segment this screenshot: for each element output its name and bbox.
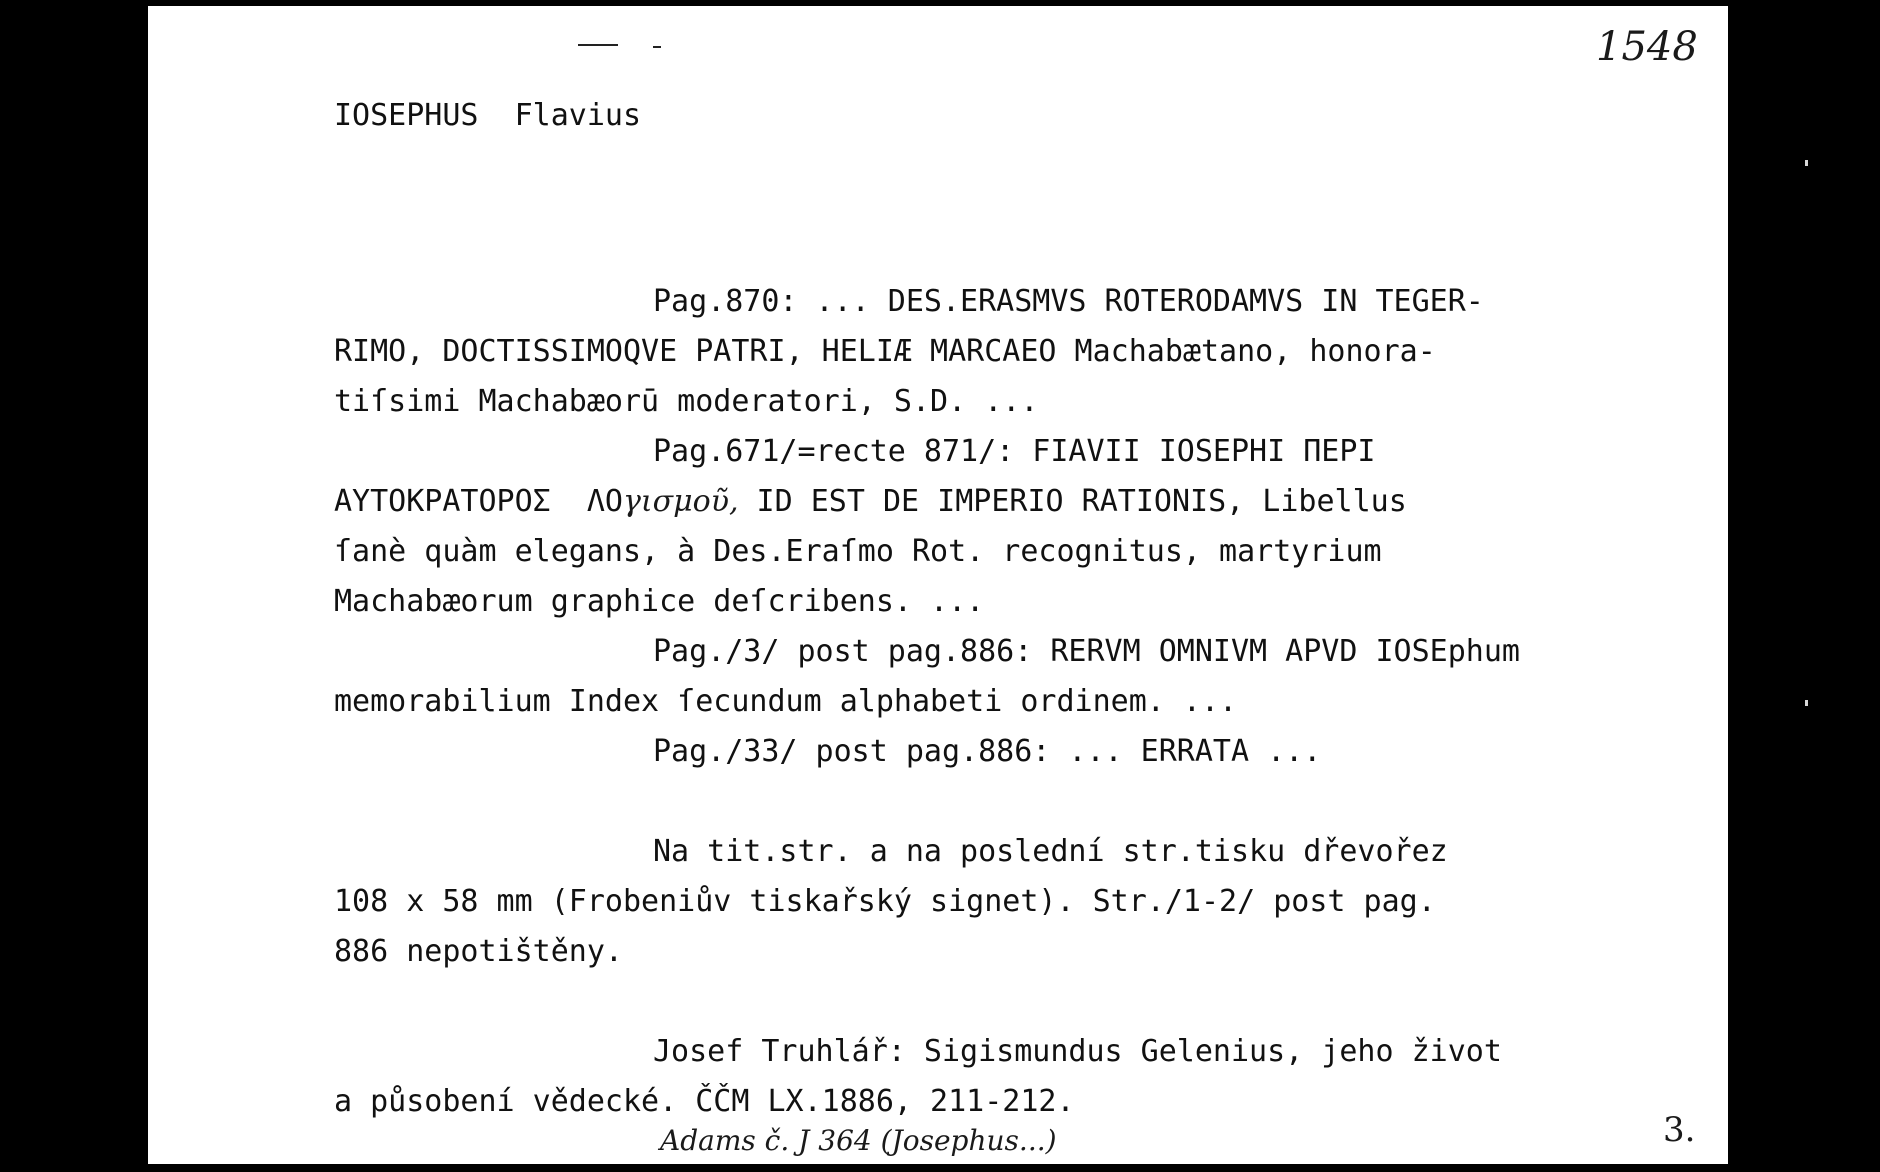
note-line: 886 nepotištěny. <box>334 934 623 969</box>
scan-edge-mark <box>1805 160 1808 166</box>
handwritten-footer: Adams č. J 364 (Josephus...) <box>660 1124 1057 1157</box>
greek-title-line <box>334 484 1407 520</box>
entry-line: tiſsimi Machabæorū moderatori, S.D. ... <box>334 384 1039 419</box>
ink-speck <box>653 46 661 48</box>
reference-lead: Josef Truhlář: Sigismundus Gelenius, jeho život <box>653 1034 1502 1069</box>
entry-line: memorabilium Index ſecundum alphabeti ordinem. ... <box>334 684 1238 719</box>
entry-lead: Pag./33/ post pag.886: ... ERRATA ... <box>653 734 1322 769</box>
entry-line: Machabæorum graphice deſcribens. ... <box>334 584 985 619</box>
entry-line: ſanè quàm elegans, à Des.Eraſmo Rot. recognitus, martyrium <box>334 534 1382 569</box>
catalog-card <box>148 6 1728 1164</box>
reference-line: a působení vědecké. ČČM LX.1886, 211-212. <box>334 1084 1075 1119</box>
greek-title-prefix: ΑΥΤΟΚΡΑΤΟΡΟΣ ΛΟ <box>334 484 623 519</box>
greek-handwritten-word: γισμοῦ, <box>622 484 739 519</box>
entry-lead: Pag.671/=recte 871/: FIAVII IOSEPHI ΠΕΡΙ <box>653 434 1376 469</box>
entry-line: RIMO, DOCTISSIMOQVE PATRI, HELIÆ MARCAEO Machabætano, honora- <box>334 334 1436 369</box>
scan-edge-mark <box>1805 700 1808 706</box>
card-heading: IOSEPHUS Flavius <box>334 98 642 133</box>
manuscript-number: 1548 <box>1596 24 1698 70</box>
entry-lead: Pag.870: ... DES.ERASMVS ROTERODAMVS IN TEGER- <box>653 284 1484 319</box>
entry-lead: Pag./3/ post pag.886: RERVM OMNIVM APVD IOSEphum <box>653 634 1520 669</box>
note-lead: Na tit.str. a na poslední str.tisku dřevořez <box>653 834 1448 869</box>
ink-speck <box>578 44 618 46</box>
note-line: 108 x 58 mm (Frobeniův tiskařský signet). Str./1-2/ post pag. <box>334 884 1436 919</box>
greek-title-suffix: ID EST DE IMPERIO RATIONIS, Libellus <box>738 484 1407 519</box>
card-number: 3. <box>1663 1110 1696 1150</box>
